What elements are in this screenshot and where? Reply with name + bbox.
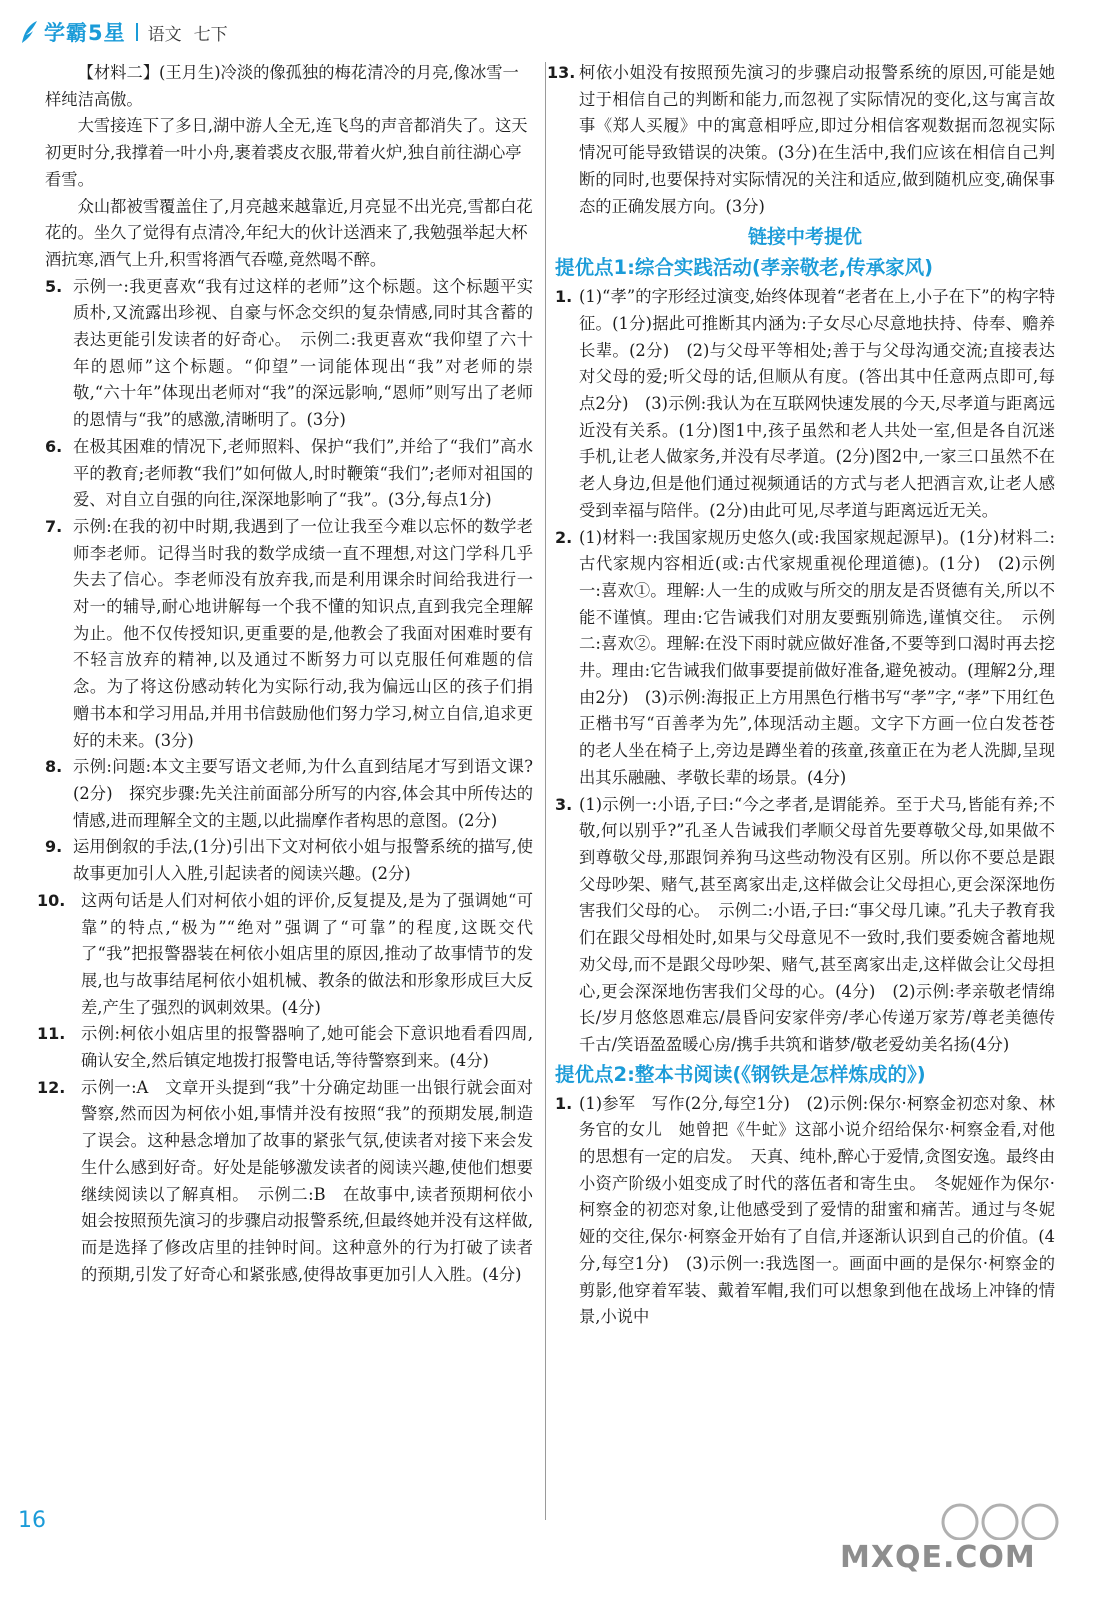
page-header (0, 0, 1108, 60)
section-banner-title: 链接中考提优 (747, 226, 862, 249)
answer-item-9 (45, 834, 533, 887)
answer-item-5 (45, 274, 533, 434)
section2-item-1 (555, 1091, 1055, 1331)
item-number: 6. (45, 436, 63, 456)
brand-feather-icon (18, 19, 40, 45)
answer-item-13 (547, 60, 1055, 220)
item-number: 5. (45, 276, 63, 296)
item-number: 1. (555, 1093, 573, 1113)
item-text: 示例一:我更喜欢“我有过这样的老师”这个标题。这个标题平实质朴,又流露出珍视、自豪与怀念交织的复杂情感,同时其含蓄的表达更能引发读者的好奇心。 示例二:我更喜欢“我仰望了六十年的恩师”这个标题。“仰望”一词能体现出“我”对老师的崇敬,“六十年”体现出老师对“我”的深远影响,“恩师”则写出了老师的恩情与“我”的感激,清晰明了。(3分) (73, 276, 533, 430)
section1-item-3 (555, 792, 1055, 1059)
left-column (37, 60, 533, 1288)
item-number: 9. (45, 837, 63, 857)
page-number: 16 (18, 1508, 46, 1533)
item-number: 13. (547, 63, 576, 82)
item-number: 12. (37, 1077, 66, 1097)
header-separator (136, 23, 138, 41)
material-paragraph: 【材料二】(王月生)冷淡的像孤独的梅花清冷的月亮,像冰雪一样纯洁高傲。 (45, 63, 519, 109)
item-text: 这两句话是人们对柯依小姐的评价,反复提及,是为了强调她“可靠”的特点,“极为”“绝对”强调了“可靠”的程度,这既交代了“我”把报警器装在柯依小姐店里的原因,推动了故事情节的发展,也与故事结尾柯依小姐机械、教条的做法和形象形成巨大反差,产生了强烈的讽刺效果。(4分) (81, 890, 533, 1017)
answer-item-6 (45, 434, 533, 514)
item-text: (1)参军 写作(2分,每空1分) (2)示例:保尔·柯察金初恋对象、林务官的女儿 她曾把《牛虻》这部小说介绍给保尔·柯察金看,对他的思想有一定的启发。 天真、纯朴,醉心于爱情,贪图安逸。最终由小资产阶级小姐变成了时代的落伍者和寄生虫。 冬妮娅作为保尔·柯察金的初恋对象,让他感受到了爱情的甜蜜和痛苦。通过与冬妮娅的交往,保尔·柯察金开始有了自信,并逐渐认识到自己的价值。(4分,每空1分) (3)示例一:我选图一。画面中画的是保尔·柯察金的剪影,他穿着军装、戴着军帽,我们可以想象到他在战场上冲锋的情景,小说中 (579, 1093, 1055, 1327)
item-number: 2. (555, 527, 573, 547)
item-text: 示例:在我的初中时期,我遇到了一位让我至今难以忘怀的数学老师李老师。记得当时我的数学成绩一直不理想,对这门学科几乎失去了信心。李老师没有放弃我,而是利用课余时间给我进行一对一的辅导,耐心地讲解每一个我不懂的知识点,直到我完全理解为止。他不仅传授知识,更重要的是,他教会了我面对困难时要有不轻言放弃的精神,以及通过不断努力可以克服任何难题的信念。为了将这份感动转化为实际行动,我为偏远山区的孩子们捐赠书本和学习用品,并用书信鼓励他们努力学习,树立自信,追求更好的未来。(3分) (73, 516, 533, 750)
material-paragraph: 大雪接连下了多日,湖中游人全无,连飞鸟的声音都消失了。这天初更时分,我撑着一叶小舟,裹着裘皮衣服,带着火炉,独自前往湖心亭看雪。 (45, 116, 528, 189)
answer-item-7 (45, 514, 533, 754)
watermark-stamp-icon (840, 1500, 1090, 1540)
item-text: (1)材料一:我国家规历史悠久(或:我国家规起源早)。(1分)材料二:古代家规内容相近(或:古代家规重视伦理道德)。(1分) (2)示例一:喜欢①。理解:人一生的成败与所交的朋友是否贤德有关,所以不能不谨慎。理由:它告诫我们对朋友要甄别筛选,谨慎交往。 示例二:喜欢②。理解:在没下雨时就应做好准备,不要等到口渴时再去挖井。理由:它告诫我们做事要提前做好准备,避免被动。(理解2分,理由2分) (3)示例:海报正上方用黑色行楷书写“孝”字,“孝”下用红色正楷书写“百善孝为先”,体现活动主题。文字下方画一位白发苍苍的老人坐在椅子上,旁边是蹲坐着的孩童,孩童正在为老人洗脚,呈现出其乐融融、孝敬长辈的场景。(4分) (579, 527, 1055, 787)
item-number: 3. (555, 794, 573, 814)
brand-logo (18, 17, 228, 47)
item-text: 示例一:A 文章开头提到“我”十分确定劫匪一出银行就会面对警察,然而因为柯依小姐,事情并没有按照“我”的预期发展,制造了误会。这种悬念增加了故事的紧张气氛,使读者对接下来会发生什么感到好奇。好处是能够激发读者的阅读兴趣,使他们想要继续阅读以了解真相。 示例二:B 在故事中,读者预期柯依小姐会按照预先演习的步骤启动报警系统,但最终她并没有这样做,而是选择了修改店里的挂钟时间。这种意外的行为打破了读者的预期,引发了好奇心和紧张感,使得故事更加引人入胜。(4分) (81, 1077, 533, 1284)
item-number: 10. (37, 890, 66, 910)
item-text: 在极其困难的情况下,老师照料、保护“我们”,并给了“我们”高水平的教育;老师教“我们”如何做人,时时鞭策“我们”;老师对祖国的爱、对自立自强的向往,深深地影响了“我”。(3分,每点1分) (73, 436, 533, 510)
item-text: 示例:问题:本文主要写语文老师,为什么直到结尾才写到语文课?(2分) 探究步骤:先关注前面部分所写的内容,体会其中所传达的情感,进而理解全文的主题,以此揣摩作者构思的意图。(2分) (73, 757, 533, 830)
section1-item-2 (555, 525, 1055, 792)
answer-item-10 (37, 888, 533, 1022)
item-text: (1)“孝”的字形经过演变,始终体现着“老者在上,小子在下”的构字特征。(1分)据此可推断其内涵为:子女尽心尽意地扶持、侍奉、赡养长辈。(2分) (2)与父母平等相处;善于与父母沟通交流;直接表达对父母的爱;听父母的话,但顺从有度。(答出其中任意两点即可,每点2分) (3)示例:我认为在互联网快速发展的今天,尽孝道与距离远近没有关系。(1分)图1中,孩子虽然和老人共处一室,但是各自沉迷手机,让老人做家务,并没有尽孝道。(2分)图2中,一家三口虽然不在老人身边,但是他们通过视频通话的方式与老人把酒言欢,让老人感受到幸福与陪伴。(2分)由此可见,尽孝道与距离远近无关。 (579, 287, 1055, 520)
item-text: (1)示例一:小语,子曰:“今之孝者,是谓能养。至于犬马,皆能有养;不敬,何以别乎?”孔圣人告诫我们孝顺父母首先要尊敬父母,如果做不到尊敬父母,那跟饲养狗马这些动物没有区别。所以你不要总是跟父母吵架、赌气,甚至离家出走,这样做会让父母担心,更会深深地伤害我们父母的心。 示例二:小语,子曰:“事父母几谏。”孔夫子教育我们在跟父母相处时,如果与父母意见不一致时,我们要委婉含蓄地规劝父母,而不是跟父母吵架、赌气,甚至离家出走,这样做会让父母担心,更会深深地伤害我们父母的心。(4分) (2)示例:孝亲敬老情绵长/岁月悠悠恩难忘/晨昏问安家伴旁/孝心传递万家芳/尊老美德传千古/笑语盈盈暖心房/携手共筑和谐梦/敬老爱幼美名扬(4分) (579, 794, 1055, 1054)
material-paragraph: 众山都被雪覆盖住了,月亮越来越靠近,月亮显不出光亮,雪都白花花的。坐久了觉得有点清冷,年纪大的伙计送酒来了,我勉强举起大杯酒抗寒,酒气上升,积雪将酒气吞噬,竟然喝不醉。 (45, 196, 533, 269)
section-title-1: 提优点1:综合实践活动(孝亲敬老,传承家风) (555, 256, 934, 280)
right-column (547, 60, 1055, 1331)
answer-item-8 (45, 754, 533, 834)
item-text: 运用倒叙的手法,(1分)引出下文对柯依小姐与报警系统的描写,使故事更加引人入胜,引起读者的阅读兴趣。(2分) (73, 837, 533, 884)
item-text: 示例:柯依小姐店里的报警器响了,她可能会下意识地看看四周,确认安全,然后镇定地拨打报警电话,等待警察到来。(4分) (81, 1024, 533, 1071)
section-title-2: 提优点2:整本书阅读(《钢铁是怎样炼成的》) (555, 1062, 926, 1086)
subject-label: 语文 (147, 24, 182, 45)
watermark-text: MXQE.COM (840, 1540, 1036, 1575)
column-divider (545, 62, 546, 1520)
brand-name: 学霸5星 (44, 21, 126, 45)
item-number: 7. (45, 516, 63, 536)
item-number: 1. (555, 287, 573, 307)
answer-item-12 (37, 1075, 533, 1289)
site-watermark (840, 1500, 1090, 1575)
answer-item-11 (37, 1021, 533, 1074)
item-number: 8. (45, 757, 63, 777)
item-text: 柯依小姐没有按照预先演习的步骤启动报警系统的原因,可能是她过于相信自己的判断和能力,而忽视了实际情况的变化,这与寓言故事《郑人买履》中的寓意相呼应,即过分相信客观数据而忽视实际情况可能导致错误的决策。(3分)在生活中,我们应该在相信自己判断的同时,也要保持对实际情况的关注和适应,做到随机应变,确保事态的正确发展方向。(3分) (579, 63, 1055, 216)
section1-item-1 (555, 284, 1055, 524)
grade-label: 七下 (193, 24, 228, 45)
item-number: 11. (37, 1024, 66, 1044)
